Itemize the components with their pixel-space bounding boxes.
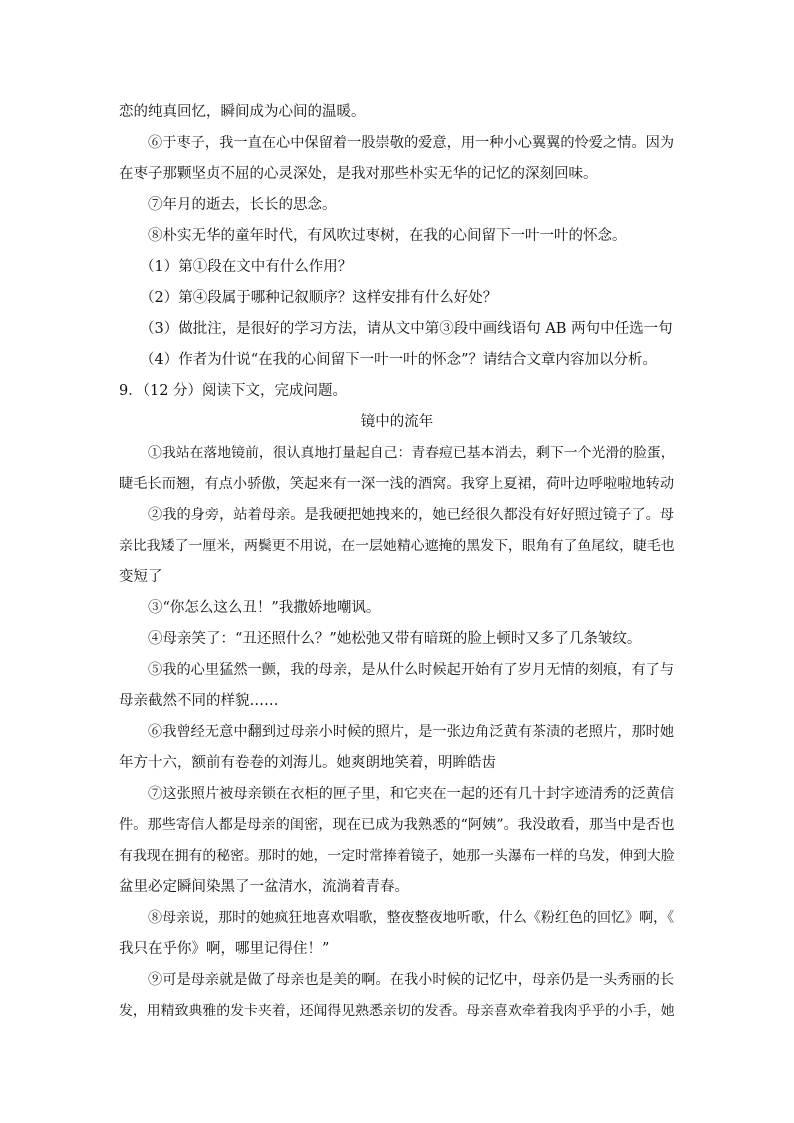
question-4: （4）作者为什说“在我的心间留下一叶一叶的怀念”？请结合文章内容加以分析。	[140, 352, 658, 368]
paragraph-4: ④母亲笑了：“丑还照什么？”她松弛又带有暗斑的脸上顿时又多了几条皱纹。	[148, 631, 642, 647]
text-line: 盆里必定瞬间染黑了一盆清水，流淌着青春。	[119, 879, 409, 895]
question-1: （1）第①段在文中有什么作用？	[140, 259, 353, 275]
paragraph-3: ③“你怎么这么丑！”我撒娇地嘲讽。	[148, 600, 381, 616]
paragraph-7: ⑦年月的逝去，长长的思念。	[148, 197, 337, 213]
paragraph-7b-line: ⑦这张照片被母亲锁在衣柜的匣子里，和它夹在一起的还有几十封字迹清秀的泛黄信	[148, 786, 675, 802]
paragraph-9-line: ⑨可是母亲就是做了母亲也是美的啊。在我小时候的记忆中，母亲仍是一头秀丽的长	[148, 972, 675, 988]
text-line: 恋的纯真回忆，瞬间成为心间的温暖。	[119, 104, 366, 120]
paragraph-1-line: ①我站在落地镜前，很认真地打量起自己：青春痘已基本消去，剩下一个光滑的脸蛋，	[148, 445, 675, 461]
text-line: 年方十六，额前有卷卷的刘海儿。她爽朗地笑着，明眸皓齿	[119, 755, 496, 771]
paragraph-2-line: ②我的身旁，站着母亲。是我硬把她拽来的，她已经很久都没有好好照过镜子了。母	[148, 507, 675, 523]
paragraph-6b-line: ⑥我曾经无意中翻到过母亲小时候的照片，是一张边角泛黄有茶渍的老照片，那时她	[148, 724, 675, 740]
text-line: 我只在乎你》啊，哪里记得住！”	[119, 941, 330, 957]
paragraph-8b-line: ⑧母亲说，那时的她疯狂地喜欢唱歌，整夜整夜地听歌，什么《粉红色的回忆》啊，《	[148, 910, 675, 926]
paragraph-6-line: ⑥于枣子，我一直在心中保留着一股崇敬的爱意，用一种小心翼翼的怜爱之情。因为	[148, 135, 675, 151]
question-3: （3）做批注，是很好的学习方法，请从文中第③段中画线语句 AB 两句中任选一句	[140, 321, 673, 337]
text-line: 在枣子那颗坚贞不屈的心灵深处，是我对那些朴实无华的记忆的深刻回味。	[119, 166, 598, 182]
text-line: 发，用精致典雅的发卡夹着，还闻得见熟悉亲切的发香。母亲喜欢牵着我肉乎乎的小手，她	[119, 1003, 675, 1019]
text-line: 有我现在拥有的秘密。那时的她，一定时常捧着镜子，她那一头瀑布一样的乌发，伸到大脸	[119, 848, 675, 864]
question-2: （2）第④段属于哪种记叙顺序？这样安排有什么好处？	[140, 290, 498, 306]
paragraph-8: ⑧朴实无华的童年时代，有风吹过枣树，在我的心间留下一叶一叶的怀念。	[148, 228, 627, 244]
text-line: 睫毛长而翘，有点小骄傲，笑起来有一深一浅的酒窝。我穿上夏裙，荷叶边呼啦啦地转动	[119, 476, 675, 492]
question-9-heading: 9．（12 分）阅读下文，完成问题。	[119, 383, 348, 399]
text-line: 变短了	[119, 569, 163, 585]
text-line: 母亲截然不同的样貌……	[119, 693, 279, 709]
paragraph-5-line: ⑤我的心里猛然一颤，我的母亲，是从什么时候起开始有了岁月无情的刻痕，有了与	[148, 662, 675, 678]
text-line: 件。那些寄信人都是母亲的闺密，现在已成为我熟悉的“阿姨”。我没敢看，那当中是否也	[119, 817, 675, 833]
article-title: 镜中的流年	[360, 414, 434, 430]
text-line: 亲比我矮了一厘米，两鬓更不用说，在一层她精心遮掩的黑发下，眼角有了鱼尾纹，睫毛也	[119, 538, 675, 554]
